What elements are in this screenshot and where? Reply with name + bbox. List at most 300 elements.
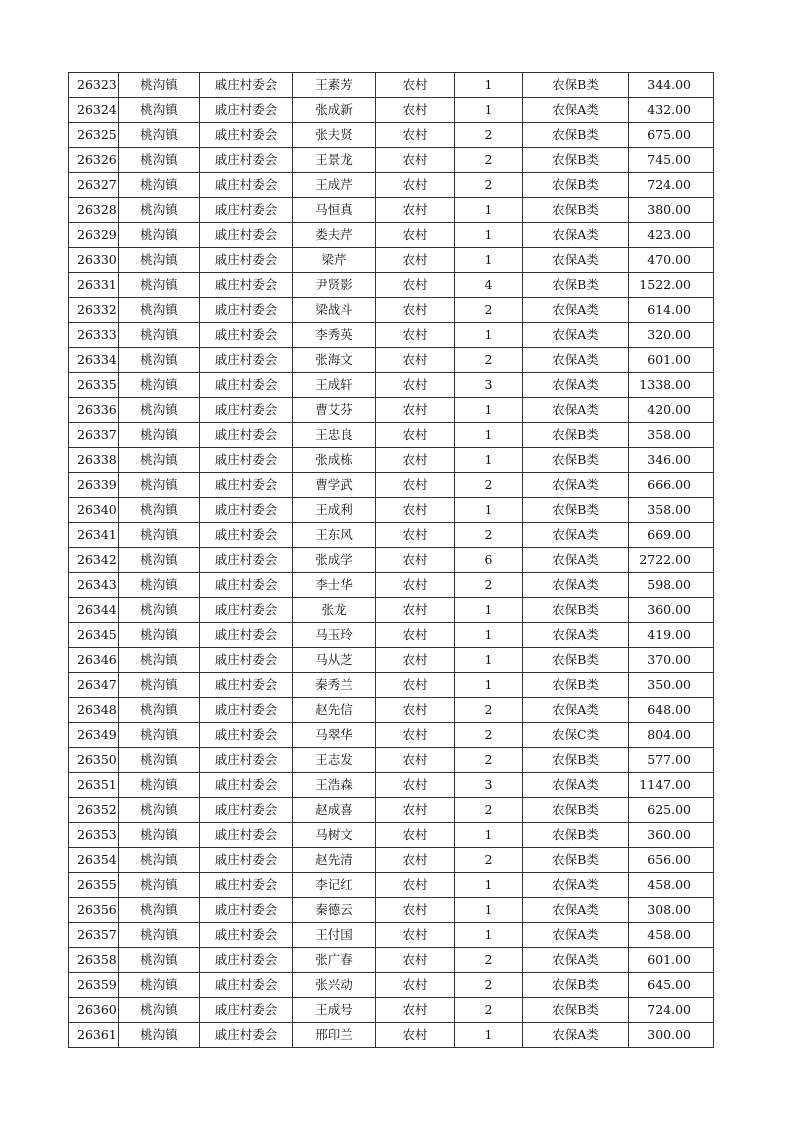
household-size-cell: 1 [455, 248, 523, 273]
amount-cell: 350.00 [629, 673, 714, 698]
household-size-cell: 1 [455, 623, 523, 648]
village-committee-cell: 戚庄村委会 [200, 748, 293, 773]
record-id-cell: 26330 [69, 248, 119, 273]
record-id-cell: 26329 [69, 223, 119, 248]
table-row [69, 223, 714, 248]
record-id-cell: 26338 [69, 448, 119, 473]
record-id-cell: 26351 [69, 773, 119, 798]
town-cell: 桃沟镇 [119, 723, 200, 748]
village-committee-cell: 戚庄村委会 [200, 923, 293, 948]
record-id-cell: 26355 [69, 873, 119, 898]
amount-cell: 645.00 [629, 973, 714, 998]
village-committee-cell: 戚庄村委会 [200, 998, 293, 1023]
village-committee-cell: 戚庄村委会 [200, 798, 293, 823]
insurance-category-cell: 农保B类 [523, 823, 629, 848]
amount-cell: 320.00 [629, 323, 714, 348]
village-committee-cell: 戚庄村委会 [200, 323, 293, 348]
insurance-category-cell: 农保B类 [523, 148, 629, 173]
area-type-cell: 农村 [376, 523, 455, 548]
household-size-cell: 1 [455, 498, 523, 523]
area-type-cell: 农村 [376, 398, 455, 423]
table-row [69, 498, 714, 523]
household-size-cell: 3 [455, 773, 523, 798]
village-committee-cell: 戚庄村委会 [200, 948, 293, 973]
village-committee-cell: 戚庄村委会 [200, 723, 293, 748]
household-size-cell: 1 [455, 73, 523, 98]
record-id-cell: 26343 [69, 573, 119, 598]
village-committee-cell: 戚庄村委会 [200, 498, 293, 523]
name-cell: 王成利 [293, 498, 376, 523]
insurance-category-cell: 农保A类 [523, 523, 629, 548]
table-row [69, 348, 714, 373]
name-cell: 李记红 [293, 873, 376, 898]
village-committee-cell: 戚庄村委会 [200, 173, 293, 198]
town-cell: 桃沟镇 [119, 748, 200, 773]
record-id-cell: 26347 [69, 673, 119, 698]
table-row [69, 373, 714, 398]
village-committee-cell: 戚庄村委会 [200, 373, 293, 398]
record-id-cell: 26331 [69, 273, 119, 298]
name-cell: 赵先清 [293, 848, 376, 873]
town-cell: 桃沟镇 [119, 298, 200, 323]
amount-cell: 458.00 [629, 873, 714, 898]
town-cell: 桃沟镇 [119, 598, 200, 623]
household-size-cell: 2 [455, 348, 523, 373]
amount-cell: 656.00 [629, 848, 714, 873]
name-cell: 李士华 [293, 573, 376, 598]
amount-cell: 1522.00 [629, 273, 714, 298]
town-cell: 桃沟镇 [119, 648, 200, 673]
name-cell: 赵先信 [293, 698, 376, 723]
village-committee-cell: 戚庄村委会 [200, 348, 293, 373]
record-id-cell: 26359 [69, 973, 119, 998]
town-cell: 桃沟镇 [119, 623, 200, 648]
area-type-cell: 农村 [376, 248, 455, 273]
amount-cell: 470.00 [629, 248, 714, 273]
insurance-category-cell: 农保A类 [523, 623, 629, 648]
name-cell: 王成轩 [293, 373, 376, 398]
household-size-cell: 2 [455, 748, 523, 773]
record-id-cell: 26328 [69, 198, 119, 223]
amount-cell: 625.00 [629, 798, 714, 823]
village-committee-cell: 戚庄村委会 [200, 598, 293, 623]
town-cell: 桃沟镇 [119, 248, 200, 273]
town-cell: 桃沟镇 [119, 98, 200, 123]
village-committee-cell: 戚庄村委会 [200, 698, 293, 723]
insurance-category-cell: 农保A类 [523, 698, 629, 723]
household-size-cell: 1 [455, 223, 523, 248]
town-cell: 桃沟镇 [119, 373, 200, 398]
area-type-cell: 农村 [376, 898, 455, 923]
village-committee-cell: 戚庄村委会 [200, 398, 293, 423]
name-cell: 赵成喜 [293, 798, 376, 823]
amount-cell: 666.00 [629, 473, 714, 498]
household-size-cell: 2 [455, 523, 523, 548]
area-type-cell: 农村 [376, 373, 455, 398]
town-cell: 桃沟镇 [119, 173, 200, 198]
table-row [69, 773, 714, 798]
record-id-cell: 26348 [69, 698, 119, 723]
household-size-cell: 2 [455, 123, 523, 148]
table-row [69, 423, 714, 448]
amount-cell: 458.00 [629, 923, 714, 948]
table-row [69, 948, 714, 973]
household-size-cell: 1 [455, 873, 523, 898]
town-cell: 桃沟镇 [119, 973, 200, 998]
table-row [69, 323, 714, 348]
name-cell: 李秀英 [293, 323, 376, 348]
record-id-cell: 26332 [69, 298, 119, 323]
name-cell: 马树文 [293, 823, 376, 848]
name-cell: 梁芹 [293, 248, 376, 273]
insurance-category-cell: 农保A类 [523, 373, 629, 398]
town-cell: 桃沟镇 [119, 898, 200, 923]
town-cell: 桃沟镇 [119, 773, 200, 798]
area-type-cell: 农村 [376, 173, 455, 198]
village-committee-cell: 戚庄村委会 [200, 573, 293, 598]
name-cell: 秦秀兰 [293, 673, 376, 698]
name-cell: 王景龙 [293, 148, 376, 173]
record-id-cell: 26323 [69, 73, 119, 98]
town-cell: 桃沟镇 [119, 398, 200, 423]
amount-cell: 669.00 [629, 523, 714, 548]
area-type-cell: 农村 [376, 123, 455, 148]
table-row [69, 173, 714, 198]
household-size-cell: 2 [455, 723, 523, 748]
village-committee-cell: 戚庄村委会 [200, 898, 293, 923]
household-size-cell: 3 [455, 373, 523, 398]
insurance-category-cell: 农保B类 [523, 498, 629, 523]
village-committee-cell: 戚庄村委会 [200, 773, 293, 798]
record-id-cell: 26327 [69, 173, 119, 198]
name-cell: 王素芳 [293, 73, 376, 98]
insurance-category-cell: 农保A类 [523, 773, 629, 798]
area-type-cell: 农村 [376, 98, 455, 123]
town-cell: 桃沟镇 [119, 673, 200, 698]
insurance-category-cell: 农保B类 [523, 123, 629, 148]
town-cell: 桃沟镇 [119, 423, 200, 448]
table-row [69, 598, 714, 623]
amount-cell: 601.00 [629, 948, 714, 973]
name-cell: 张广春 [293, 948, 376, 973]
area-type-cell: 农村 [376, 1023, 455, 1048]
table-row [69, 898, 714, 923]
table-row [69, 273, 714, 298]
household-size-cell: 2 [455, 298, 523, 323]
village-committee-cell: 戚庄村委会 [200, 548, 293, 573]
record-id-cell: 26346 [69, 648, 119, 673]
area-type-cell: 农村 [376, 598, 455, 623]
area-type-cell: 农村 [376, 798, 455, 823]
insurance-category-cell: 农保B类 [523, 273, 629, 298]
table-row [69, 923, 714, 948]
town-cell: 桃沟镇 [119, 348, 200, 373]
insurance-category-cell: 农保B类 [523, 798, 629, 823]
household-size-cell: 1 [455, 898, 523, 923]
name-cell: 梁战斗 [293, 298, 376, 323]
town-cell: 桃沟镇 [119, 123, 200, 148]
record-id-cell: 26342 [69, 548, 119, 573]
amount-cell: 420.00 [629, 398, 714, 423]
household-size-cell: 1 [455, 323, 523, 348]
household-size-cell: 4 [455, 273, 523, 298]
name-cell: 曹学武 [293, 473, 376, 498]
household-size-cell: 2 [455, 173, 523, 198]
household-size-cell: 2 [455, 973, 523, 998]
town-cell: 桃沟镇 [119, 273, 200, 298]
record-id-cell: 26340 [69, 498, 119, 523]
household-size-cell: 2 [455, 573, 523, 598]
village-committee-cell: 戚庄村委会 [200, 73, 293, 98]
town-cell: 桃沟镇 [119, 1023, 200, 1048]
area-type-cell: 农村 [376, 998, 455, 1023]
amount-cell: 804.00 [629, 723, 714, 748]
table-row [69, 98, 714, 123]
record-id-cell: 26345 [69, 623, 119, 648]
area-type-cell: 农村 [376, 473, 455, 498]
village-committee-cell: 戚庄村委会 [200, 973, 293, 998]
amount-cell: 300.00 [629, 1023, 714, 1048]
table-row [69, 523, 714, 548]
amount-cell: 370.00 [629, 648, 714, 673]
record-id-cell: 26350 [69, 748, 119, 773]
insurance-category-cell: 农保A类 [523, 223, 629, 248]
area-type-cell: 农村 [376, 723, 455, 748]
insurance-category-cell: 农保A类 [523, 473, 629, 498]
records-table [68, 72, 714, 1048]
table-row [69, 623, 714, 648]
record-id-cell: 26341 [69, 523, 119, 548]
household-size-cell: 1 [455, 98, 523, 123]
village-committee-cell: 戚庄村委会 [200, 223, 293, 248]
table-row [69, 473, 714, 498]
area-type-cell: 农村 [376, 973, 455, 998]
table-row [69, 198, 714, 223]
name-cell: 王志发 [293, 748, 376, 773]
name-cell: 张夫贤 [293, 123, 376, 148]
amount-cell: 1147.00 [629, 773, 714, 798]
table-row [69, 798, 714, 823]
village-committee-cell: 戚庄村委会 [200, 423, 293, 448]
record-id-cell: 26360 [69, 998, 119, 1023]
area-type-cell: 农村 [376, 748, 455, 773]
area-type-cell: 农村 [376, 323, 455, 348]
table-row [69, 648, 714, 673]
amount-cell: 577.00 [629, 748, 714, 773]
amount-cell: 675.00 [629, 123, 714, 148]
household-size-cell: 1 [455, 1023, 523, 1048]
table-row [69, 448, 714, 473]
record-id-cell: 26339 [69, 473, 119, 498]
table-row [69, 73, 714, 98]
insurance-category-cell: 农保A类 [523, 248, 629, 273]
household-size-cell: 2 [455, 798, 523, 823]
town-cell: 桃沟镇 [119, 798, 200, 823]
amount-cell: 346.00 [629, 448, 714, 473]
name-cell: 王付国 [293, 923, 376, 948]
record-id-cell: 26354 [69, 848, 119, 873]
household-size-cell: 1 [455, 423, 523, 448]
town-cell: 桃沟镇 [119, 823, 200, 848]
table-row [69, 148, 714, 173]
record-id-cell: 26326 [69, 148, 119, 173]
town-cell: 桃沟镇 [119, 198, 200, 223]
amount-cell: 614.00 [629, 298, 714, 323]
record-id-cell: 26352 [69, 798, 119, 823]
name-cell: 王忠良 [293, 423, 376, 448]
amount-cell: 423.00 [629, 223, 714, 248]
village-committee-cell: 戚庄村委会 [200, 823, 293, 848]
household-size-cell: 6 [455, 548, 523, 573]
table-row [69, 873, 714, 898]
town-cell: 桃沟镇 [119, 873, 200, 898]
insurance-category-cell: 农保B类 [523, 598, 629, 623]
area-type-cell: 农村 [376, 623, 455, 648]
amount-cell: 2722.00 [629, 548, 714, 573]
table-row [69, 698, 714, 723]
name-cell: 曹艾芬 [293, 398, 376, 423]
record-id-cell: 26333 [69, 323, 119, 348]
town-cell: 桃沟镇 [119, 323, 200, 348]
amount-cell: 598.00 [629, 573, 714, 598]
table-row [69, 973, 714, 998]
town-cell: 桃沟镇 [119, 923, 200, 948]
insurance-category-cell: 农保A类 [523, 548, 629, 573]
insurance-category-cell: 农保A类 [523, 1023, 629, 1048]
amount-cell: 745.00 [629, 148, 714, 173]
amount-cell: 432.00 [629, 98, 714, 123]
insurance-category-cell: 农保A类 [523, 323, 629, 348]
town-cell: 桃沟镇 [119, 448, 200, 473]
household-size-cell: 1 [455, 398, 523, 423]
town-cell: 桃沟镇 [119, 73, 200, 98]
name-cell: 张兴动 [293, 973, 376, 998]
insurance-category-cell: 农保B类 [523, 448, 629, 473]
records-table-body [69, 73, 714, 1048]
record-id-cell: 26334 [69, 348, 119, 373]
town-cell: 桃沟镇 [119, 473, 200, 498]
area-type-cell: 农村 [376, 698, 455, 723]
record-id-cell: 26324 [69, 98, 119, 123]
name-cell: 马翠华 [293, 723, 376, 748]
record-id-cell: 26358 [69, 948, 119, 973]
name-cell: 张成学 [293, 548, 376, 573]
table-row [69, 1023, 714, 1048]
amount-cell: 358.00 [629, 423, 714, 448]
village-committee-cell: 戚庄村委会 [200, 848, 293, 873]
village-committee-cell: 戚庄村委会 [200, 148, 293, 173]
town-cell: 桃沟镇 [119, 498, 200, 523]
amount-cell: 380.00 [629, 198, 714, 223]
town-cell: 桃沟镇 [119, 948, 200, 973]
amount-cell: 308.00 [629, 898, 714, 923]
insurance-category-cell: 农保A类 [523, 573, 629, 598]
village-committee-cell: 戚庄村委会 [200, 198, 293, 223]
table-row [69, 298, 714, 323]
table-row [69, 248, 714, 273]
household-size-cell: 1 [455, 648, 523, 673]
area-type-cell: 农村 [376, 198, 455, 223]
insurance-category-cell: 农保A类 [523, 98, 629, 123]
name-cell: 邢印兰 [293, 1023, 376, 1048]
amount-cell: 344.00 [629, 73, 714, 98]
area-type-cell: 农村 [376, 148, 455, 173]
household-size-cell: 1 [455, 673, 523, 698]
record-id-cell: 26353 [69, 823, 119, 848]
town-cell: 桃沟镇 [119, 998, 200, 1023]
insurance-category-cell: 农保A类 [523, 873, 629, 898]
record-id-cell: 26356 [69, 898, 119, 923]
town-cell: 桃沟镇 [119, 848, 200, 873]
name-cell: 马从芝 [293, 648, 376, 673]
area-type-cell: 农村 [376, 648, 455, 673]
amount-cell: 724.00 [629, 998, 714, 1023]
record-id-cell: 26337 [69, 423, 119, 448]
record-id-cell: 26336 [69, 398, 119, 423]
area-type-cell: 农村 [376, 923, 455, 948]
area-type-cell: 农村 [376, 948, 455, 973]
area-type-cell: 农村 [376, 223, 455, 248]
village-committee-cell: 戚庄村委会 [200, 273, 293, 298]
amount-cell: 601.00 [629, 348, 714, 373]
name-cell: 张成栋 [293, 448, 376, 473]
table-row [69, 123, 714, 148]
town-cell: 桃沟镇 [119, 548, 200, 573]
table-row [69, 823, 714, 848]
village-committee-cell: 戚庄村委会 [200, 98, 293, 123]
insurance-category-cell: 农保B类 [523, 423, 629, 448]
household-size-cell: 1 [455, 598, 523, 623]
table-row [69, 573, 714, 598]
record-id-cell: 26344 [69, 598, 119, 623]
insurance-category-cell: 农保B类 [523, 73, 629, 98]
name-cell: 张龙 [293, 598, 376, 623]
insurance-category-cell: 农保C类 [523, 723, 629, 748]
household-size-cell: 2 [455, 698, 523, 723]
area-type-cell: 农村 [376, 73, 455, 98]
area-type-cell: 农村 [376, 573, 455, 598]
insurance-category-cell: 农保B类 [523, 648, 629, 673]
record-id-cell: 26335 [69, 373, 119, 398]
insurance-category-cell: 农保B类 [523, 848, 629, 873]
insurance-category-cell: 农保B类 [523, 998, 629, 1023]
name-cell: 张海文 [293, 348, 376, 373]
area-type-cell: 农村 [376, 298, 455, 323]
village-committee-cell: 戚庄村委会 [200, 1023, 293, 1048]
town-cell: 桃沟镇 [119, 523, 200, 548]
amount-cell: 648.00 [629, 698, 714, 723]
household-size-cell: 2 [455, 948, 523, 973]
record-id-cell: 26325 [69, 123, 119, 148]
area-type-cell: 农村 [376, 348, 455, 373]
name-cell: 王成芹 [293, 173, 376, 198]
name-cell: 王成号 [293, 998, 376, 1023]
table-row [69, 673, 714, 698]
village-committee-cell: 戚庄村委会 [200, 673, 293, 698]
area-type-cell: 农村 [376, 548, 455, 573]
area-type-cell: 农村 [376, 423, 455, 448]
household-size-cell: 2 [455, 148, 523, 173]
table-row [69, 398, 714, 423]
name-cell: 马恒真 [293, 198, 376, 223]
area-type-cell: 农村 [376, 673, 455, 698]
name-cell: 秦德云 [293, 898, 376, 923]
table-row [69, 548, 714, 573]
town-cell: 桃沟镇 [119, 223, 200, 248]
village-committee-cell: 戚庄村委会 [200, 623, 293, 648]
insurance-category-cell: 农保B类 [523, 198, 629, 223]
name-cell: 娄夫芹 [293, 223, 376, 248]
